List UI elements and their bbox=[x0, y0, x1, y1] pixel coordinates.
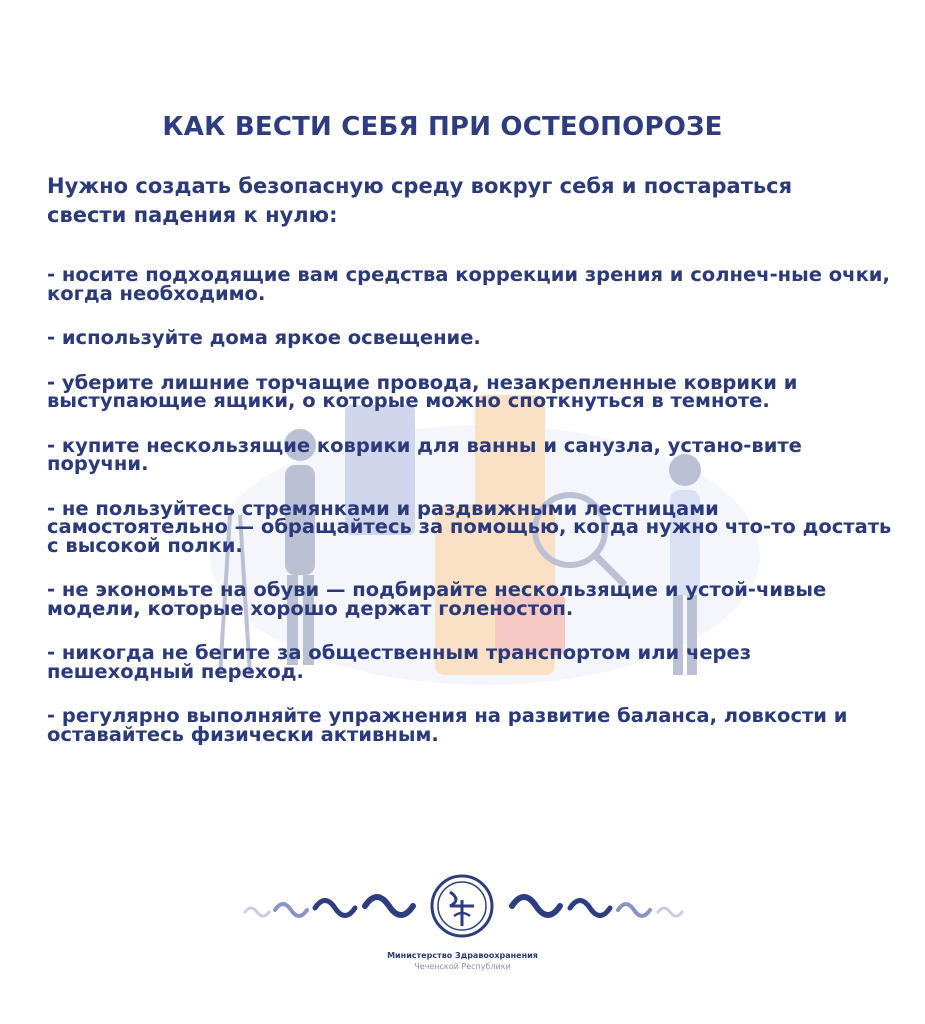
tips-list bbox=[47, 263, 897, 770]
list-item: - купите нескользящие коврики для ванны и санузла, устано-вите поручни. bbox=[47, 433, 802, 475]
footer-org bbox=[0, 950, 925, 972]
page-title: КАК ВЕСТИ СЕБЯ ПРИ ОСТЕОПОРОЗЕ bbox=[162, 112, 723, 142]
medical-emblem-icon bbox=[432, 876, 492, 936]
org-name-line2: Чеченской Республики bbox=[414, 962, 511, 971]
list-item: - используйте дома яркое освещение. bbox=[47, 326, 481, 349]
list-item: - регулярно выполняйте упражнения на развитие баланса, ловкости и оставайтесь физически активным. bbox=[47, 704, 848, 746]
list-item: - не экономьте на обуви — подбирайте нескользящие и устой-чивые модели, которые хорошо держат голеностоп. bbox=[47, 578, 827, 620]
footer-ornament bbox=[240, 870, 685, 945]
list-item: - не пользуйтесь стремянками и раздвижными лестницами самостоятельно — обращайтесь за помощью, когда нужно что-то достать с высокой полки. bbox=[47, 496, 892, 557]
org-name-line1: Министерство Здравоохранения bbox=[387, 951, 538, 960]
intro-text: Нужно создать безопасную среду вокруг себя и постараться свести падения к нулю: bbox=[47, 174, 793, 227]
list-item: - носите подходящие вам средства коррекции зрения и солнеч-ные очки, когда необходимо. bbox=[47, 263, 890, 305]
list-item: - уберите лишние торчащие провода, незакрепленные коврики и выступающие ящики, о которые можно споткнуться в темноте. bbox=[47, 370, 798, 412]
list-item: - никогда не бегите за общественным транспортом или через пешеходный переход. bbox=[47, 641, 752, 683]
